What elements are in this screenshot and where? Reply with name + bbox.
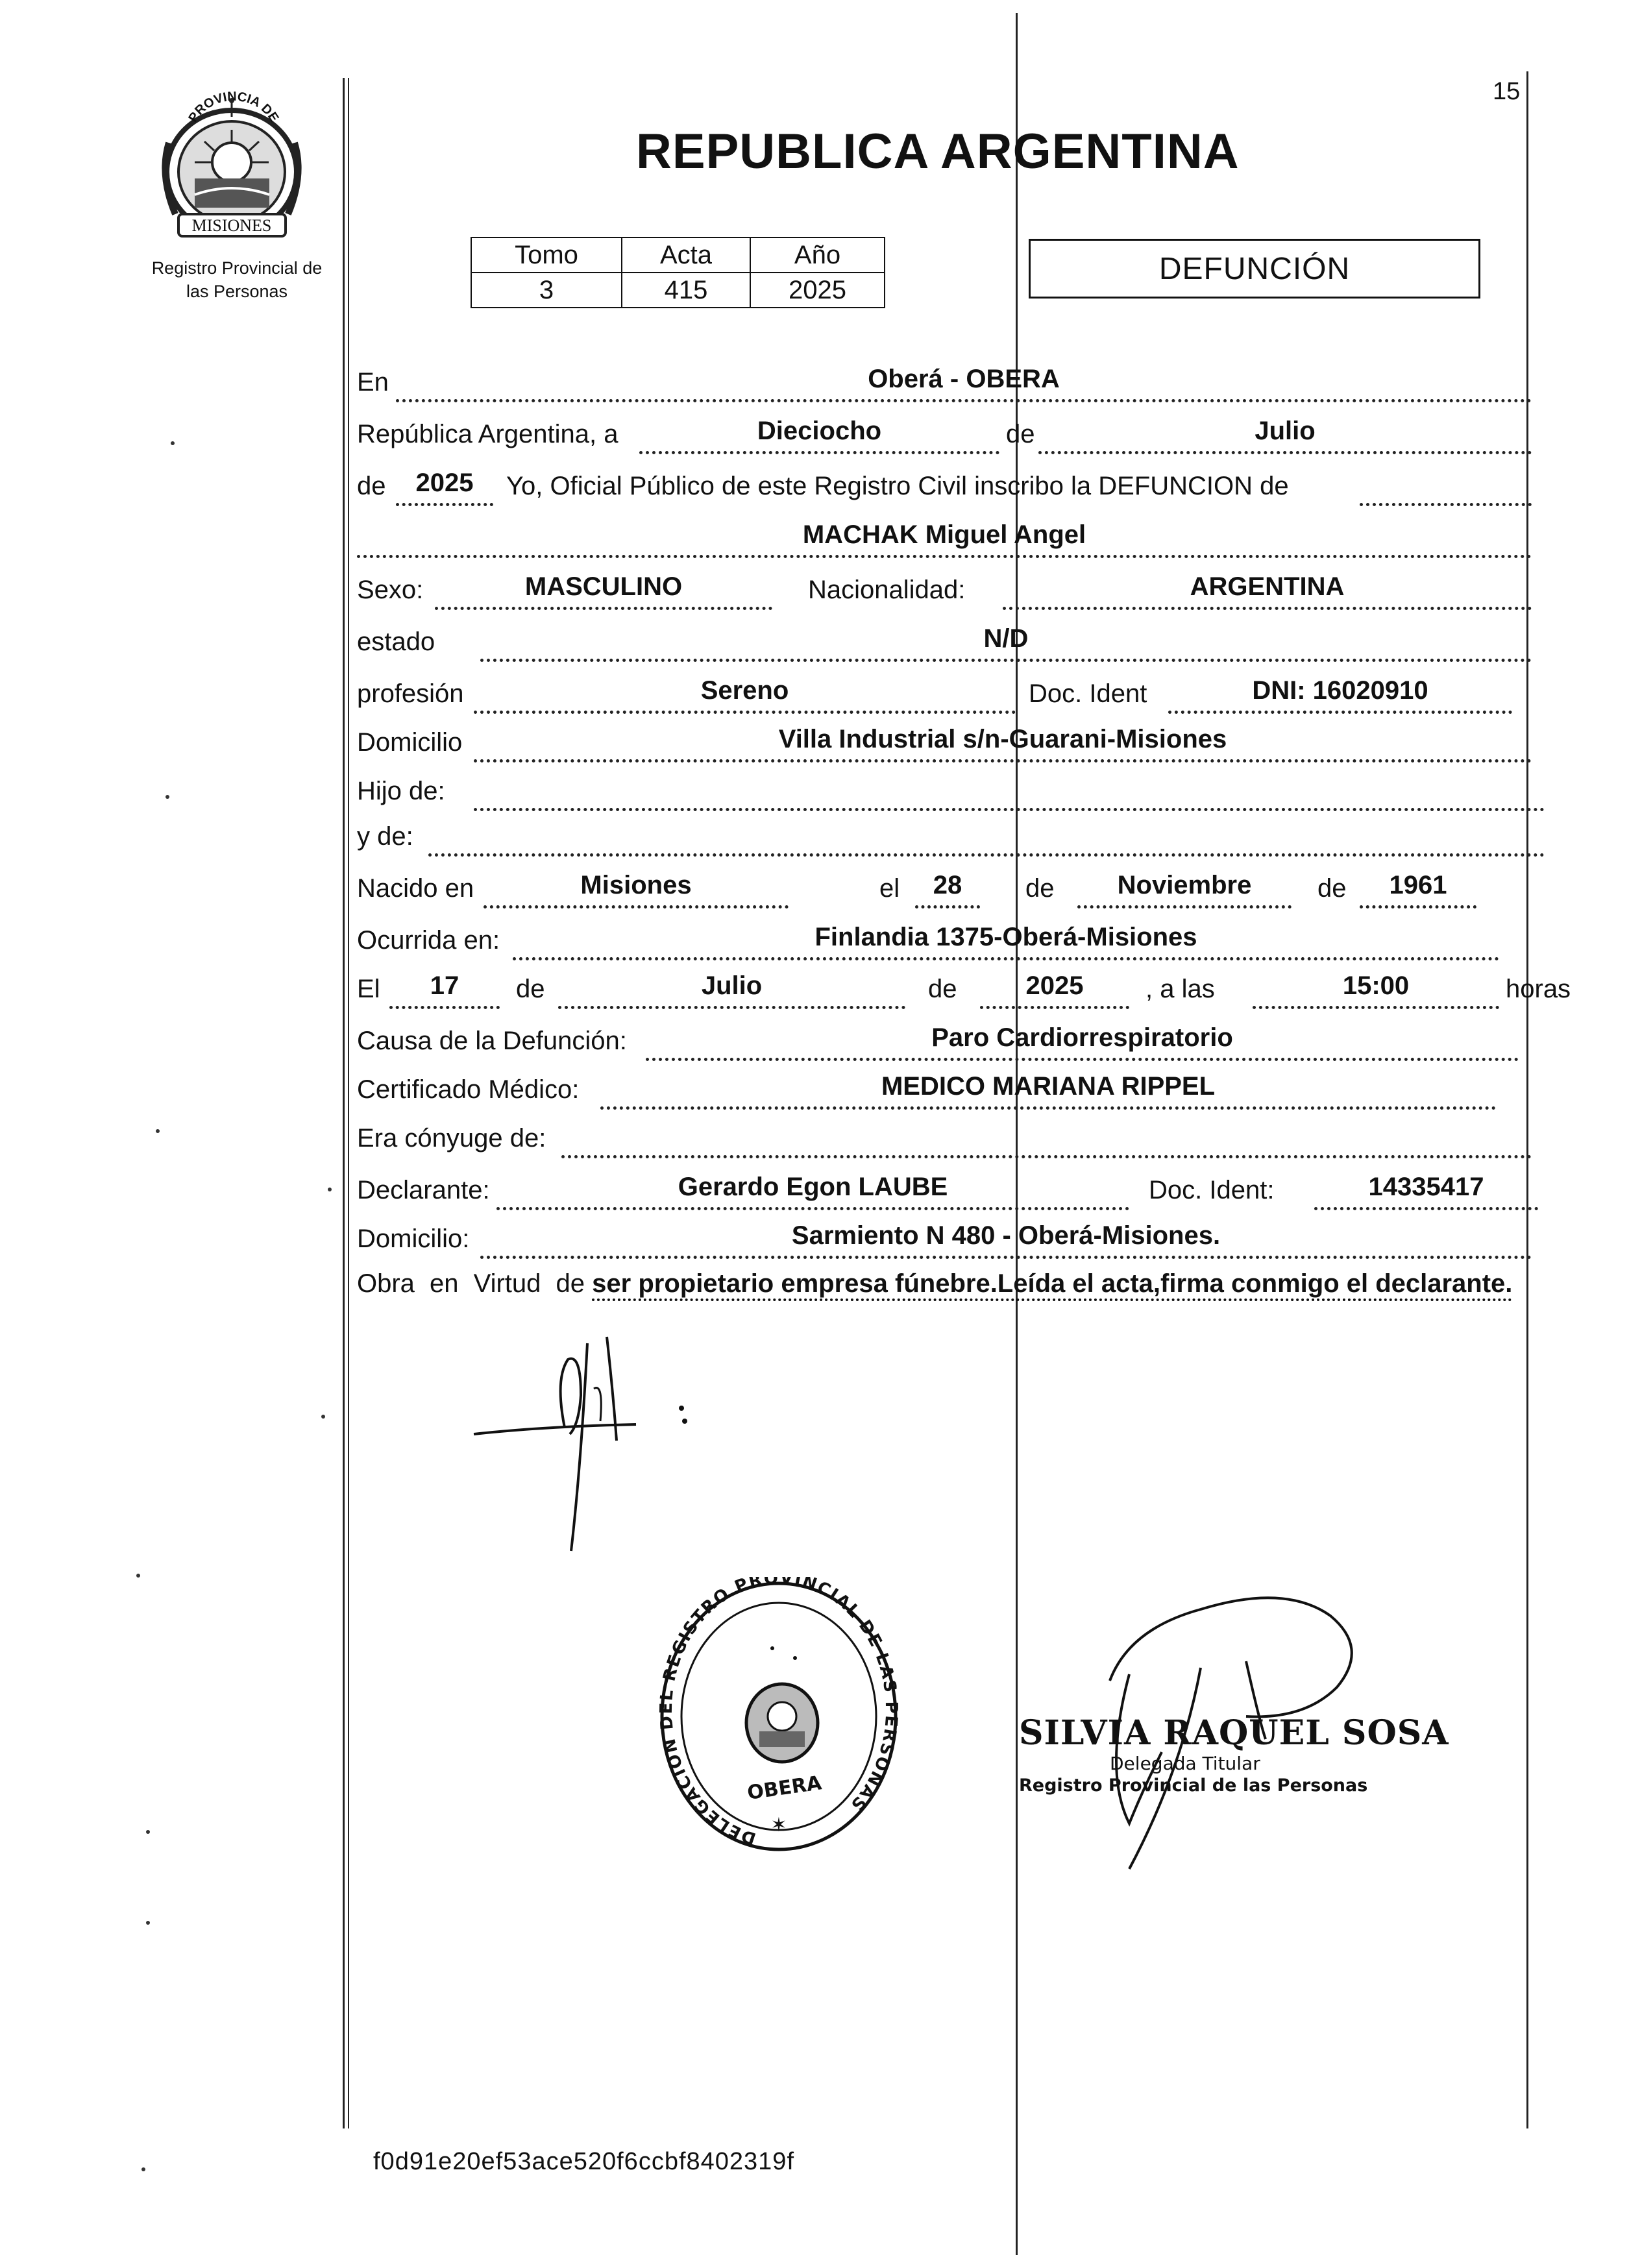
field-mes: Julio (1038, 415, 1532, 454)
margin-speck (146, 1830, 150, 1834)
row-nacimiento (357, 870, 1532, 908)
tomo-value: 3 (471, 273, 622, 308)
row-causa (357, 1022, 1532, 1061)
label-republica-a: República Argentina, a (357, 420, 619, 448)
registrar-office: Registro Provincial de las Personas (1019, 1775, 1368, 1796)
margin-speck (321, 1415, 325, 1419)
field-causa: Paro Cardiorrespiratorio (646, 1021, 1519, 1061)
label-domicilio: Domicilio (357, 728, 463, 757)
label-horas: horas (1506, 975, 1571, 1003)
label-doc-ident-colon: Doc. Ident: (1149, 1176, 1275, 1204)
label-obra-en-virtud: Obra en Virtud de (357, 1269, 585, 1298)
stamp-city: OBERA (746, 1772, 824, 1805)
field-anio: 2025 (396, 467, 493, 506)
field-documento: DNI: 16020910 (1168, 674, 1512, 714)
margin-speck (146, 1921, 150, 1925)
label-de: de (1025, 874, 1055, 903)
margin-speck (136, 1574, 140, 1578)
field-y-de (428, 817, 1545, 857)
row-obra-en-virtud (357, 1265, 1532, 1302)
document-hash: f0d91e20ef53ace520f6ccbf8402319f (373, 2148, 794, 2175)
label-de: de (1006, 420, 1035, 448)
acta-header: Acta (622, 238, 750, 273)
field-declarante: Gerardo Egon LAUBE (496, 1171, 1129, 1210)
label-el: el (879, 874, 900, 903)
anio-value: 2025 (750, 273, 885, 308)
field-estado: N/D (480, 622, 1532, 662)
row-sexo-nacionalidad (357, 571, 1532, 610)
row-certificado (357, 1071, 1532, 1110)
field-nac-anio: 1961 (1360, 869, 1476, 908)
label-hijo-de: Hijo de: (357, 777, 445, 805)
margin-speck (156, 1129, 160, 1133)
label-oficial-publico: Yo, Oficial Público de este Registro Civil inscribo la DEFUNCION de (506, 472, 1289, 500)
label-profesion: profesión (357, 679, 464, 708)
page-title: REPUBLICA ARGENTINA (636, 124, 1240, 179)
field-sexo: MASCULINO (435, 570, 772, 610)
row-hijo-de (357, 772, 1532, 811)
label-de: de (516, 975, 545, 1003)
field-conyuge (561, 1119, 1532, 1158)
field-declarante-doc: 14335417 (1314, 1171, 1538, 1210)
page-number: 15 (1493, 78, 1521, 105)
field-hijo-de (474, 772, 1545, 811)
field-def-hora: 15:00 (1253, 969, 1499, 1009)
field-ocurrida-en: Finlandia 1375-Oberá-Misiones (513, 921, 1499, 960)
row-declarante (357, 1171, 1532, 1210)
row-estado (357, 623, 1532, 662)
org-line-1: Registro Provincial de (151, 258, 323, 278)
field-nac-dia: 28 (915, 869, 980, 908)
svg-text:PROVINCIA DE: PROVINCIA DE (186, 91, 282, 125)
label-de: de (1317, 874, 1347, 903)
row-conyuge (357, 1119, 1532, 1158)
margin-speck (171, 441, 175, 445)
field-dia-texto: Dieciocho (639, 415, 999, 454)
label-estado: estado (357, 628, 435, 656)
field-nac-mes: Noviembre (1077, 869, 1292, 908)
field-domicilio: Villa Industrial s/n-Guarani-Misiones (474, 723, 1532, 762)
left-margin-line (343, 78, 345, 2128)
field-def-anio: 2025 (980, 969, 1129, 1009)
acta-value: 415 (622, 273, 750, 308)
row-nombre (357, 519, 1532, 558)
field-certificado: MEDICO MARIANA RIPPEL (600, 1070, 1496, 1110)
registrar-title: Delegada Titular (1110, 1753, 1260, 1774)
row-ocurrida (357, 921, 1532, 960)
field-blank-trailing (1360, 467, 1532, 506)
label-nacionalidad: Nacionalidad: (808, 576, 966, 604)
label-el-upper: El (357, 975, 380, 1003)
registrar-name: SILVIA RAQUEL SOSA (1019, 1713, 1449, 1753)
svg-text:✶: ✶ (770, 1814, 787, 1836)
label-y-de: y de: (357, 822, 413, 851)
margin-speck (141, 2167, 145, 2171)
registrar-block (1019, 1713, 1449, 1796)
field-lugar: Oberá - OBERA (396, 363, 1532, 402)
tomo-header: Tomo (471, 238, 622, 273)
organization-name (127, 256, 347, 303)
label-conyuge: Era cónyuge de: (357, 1124, 546, 1152)
field-declarante-domicilio: Sarmiento N 480 - Oberá-Misiones. (480, 1219, 1532, 1259)
anio-header: Año (750, 238, 885, 273)
row-domicilio (357, 724, 1532, 762)
field-nacionalidad: ARGENTINA (1003, 570, 1532, 610)
official-stamp (655, 1577, 902, 1862)
field-nombre-fallecido: MACHAK Miguel Angel (357, 518, 1532, 558)
row-declarante-domicilio (357, 1220, 1532, 1259)
reference-header-row (471, 238, 885, 273)
label-certificado: Certificado Médico: (357, 1075, 580, 1104)
field-def-dia: 17 (389, 969, 500, 1009)
label-causa: Causa de la Defunción: (357, 1027, 627, 1055)
document-type-box: DEFUNCIÓN (1029, 239, 1480, 299)
label-domicilio-colon: Domicilio: (357, 1225, 470, 1253)
field-profesion: Sereno (474, 674, 1016, 714)
row-lugar (357, 363, 1532, 402)
label-a-las: , a las (1145, 975, 1215, 1003)
field-nacido-en: Misiones (484, 869, 789, 908)
field-obra-en-virtud: ser propietario empresa fúnebre.Leída el acta,firma conmigo el declarante. (592, 1269, 1513, 1298)
margin-speck (328, 1188, 332, 1191)
label-ocurrida-en: Ocurrida en: (357, 926, 500, 955)
left-margin-line-inner (348, 78, 349, 2128)
label-de: de (928, 975, 957, 1003)
label-en: En (357, 368, 389, 396)
margin-speck (165, 795, 169, 799)
field-def-mes: Julio (558, 969, 905, 1009)
svg-text:MISIONES: MISIONES (191, 216, 272, 235)
row-y-de (357, 818, 1532, 857)
row-fecha-inscripcion (357, 415, 1532, 454)
row-anio-inscripcion (357, 467, 1532, 506)
reference-value-row (471, 273, 885, 308)
row-profesion (357, 675, 1532, 714)
declarant-signature (467, 1317, 701, 1564)
label-sexo: Sexo: (357, 576, 424, 604)
org-line-2: las Personas (186, 282, 288, 301)
row-fecha-defuncion (357, 970, 1571, 1009)
stamp-ring-text: DELEGACION DEL REGISTRO PROVINCIAL DE LAS PERSONAS (656, 1577, 901, 1849)
coat-of-arms-logo (156, 91, 308, 247)
reference-table (471, 237, 885, 308)
label-declarante: Declarante: (357, 1176, 490, 1204)
label-de: de (357, 472, 386, 500)
label-doc-ident: Doc. Ident (1029, 679, 1147, 708)
label-nacido-en: Nacido en (357, 874, 474, 903)
